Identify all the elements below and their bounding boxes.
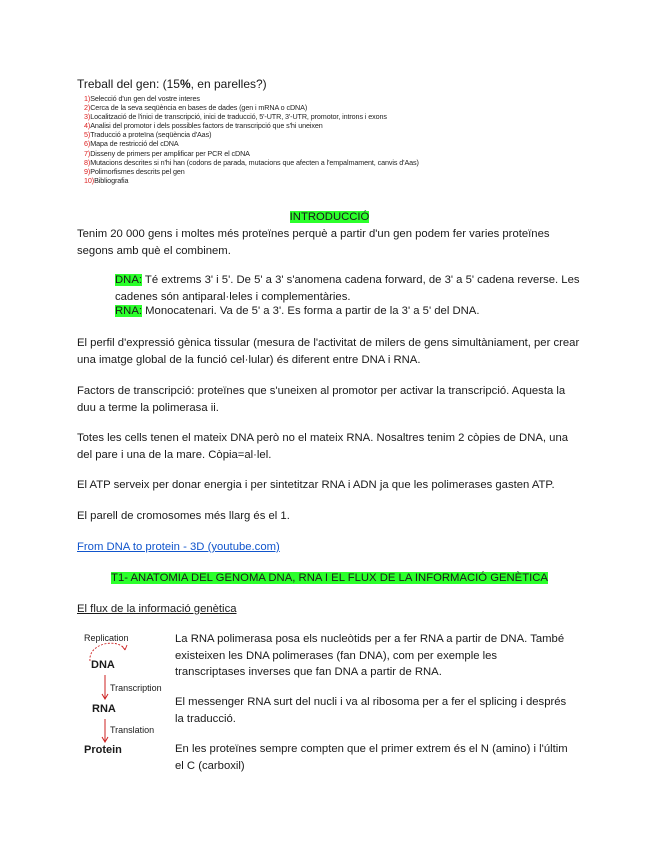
flux-paragraph-3: En les proteïnes sempre compten que el primer extrem és el N (amino) i l'últim el C (carboxil)	[175, 743, 568, 772]
intro-paragraph: Tenim 20 000 gens i moltes més proteïnes perquè a partir d'un gen podem fer varies proteïnes segons amb què el combinem.	[77, 228, 550, 257]
label-protein: Protein	[84, 744, 122, 756]
label-dna: DNA	[91, 659, 115, 671]
label-transcription: Transcription	[110, 683, 162, 693]
list-item: 10)Bibliografia	[84, 175, 129, 185]
flux-subheading: El flux de la informació genètica	[77, 603, 237, 615]
paragraph-chromosomes: El parell de cromosomes més llarg és el 1.	[77, 510, 290, 522]
flux-paragraph-2: El messenger RNA surt del nucli i va al ribosoma per a fer el splicing i després la traducció.	[175, 696, 567, 725]
section-t1-title: T1- ANATOMIA DEL GENOMA DNA, RNA I EL FLUX DE LA INFORMACIÓ GENÈTICA	[111, 572, 548, 584]
paragraph-expression-profile: El perfil d'expressió gènica tissular (mesura de l'activitat de milers de gens simultàniament, per crear una imatge global de la funció cel·lular) és diferent entre DNA i RNA.	[77, 337, 580, 366]
list-item: 4)Analisi del promotor i dels possibles factors de transcripció que s'hi uneixen	[84, 121, 323, 131]
heading-prefix: Treball del gen: (15	[77, 77, 180, 91]
paragraph-transcription-factors: Factors de transcripció: proteïnes que s'uneixen al promotor per activar la transcripció. Aquesta la duu a terme la polimerasa ii.	[77, 385, 566, 414]
list-item: 3)Localització de l'inici de transcripció, inici de traducció, 5'-UTR, 3'-UTR, promotor, introns i exons	[84, 112, 387, 122]
label-replication: Replication	[84, 633, 129, 643]
heading-suffix: , en parelles?)	[190, 77, 267, 91]
list-item: 7)Disseny de primers per amplificar per PCR el cDNA	[84, 148, 250, 158]
central-dogma-diagram	[80, 628, 170, 768]
intro-title: INTRODUCCIÓ	[289, 211, 370, 223]
label-translation: Translation	[110, 725, 155, 735]
paragraph-atp: El ATP serveix per donar energia i per sintetitzar RNA i ADN ja que les polimerases gasten ATP.	[77, 479, 555, 491]
rna-label: RNA:	[115, 305, 142, 317]
list-item: 6)Mapa de restricció del cDNA	[84, 139, 179, 149]
list-item: 1)Selecció d'un gen del vostre interes	[84, 94, 200, 103]
heading-bold: %	[179, 77, 191, 91]
video-link[interactable]: From DNA to protein - 3D (youtube.com)	[77, 541, 280, 553]
paragraph-cells: Totes les cells tenen el mateix DNA però no el mateix RNA. Nosaltres tenim 2 còpies de DNA, una del pare i una de la mare. Còpia=al·lel.	[77, 432, 569, 461]
list-item: 2)Cerca de la seva seqüència en bases de dades (gen i mRNA o cDNA)	[84, 103, 308, 113]
label-rna: RNA	[92, 703, 116, 715]
list-item: 5)Traducció a proteïna (seqüència d'Aas)	[84, 130, 212, 140]
rna-definition: RNA: Monocatenari. Va de 5' a 3'. Es forma a partir de la 3' a 5' del DNA.	[115, 305, 480, 317]
assignment-heading	[77, 77, 267, 91]
flux-paragraph-1: La RNA polimerasa posa els nucleòtids per a fer RNA a partir de DNA. També existeixen les DNA polimerases (fan DNA), com per exemple les transcriptases inverses que fan DNA a partir de RNA.	[175, 633, 565, 678]
list-item: 8)Mutacions descrites si n'hi han (codons de parada, mutacions que afecten a l'empalmament, canvis d'Aas)	[84, 157, 419, 167]
dna-definition: DNA: Té extrems 3' i 5'. De 5' a 3' s'anomena cadena forward, de 3' a 5' cadena reverse. Les cadenes són antiparal·leles i complementàries.	[115, 274, 580, 303]
list-item: 9)Polimorfismes descrits pel gen	[84, 166, 185, 176]
task-list	[84, 94, 419, 185]
dna-label: DNA:	[115, 274, 142, 286]
